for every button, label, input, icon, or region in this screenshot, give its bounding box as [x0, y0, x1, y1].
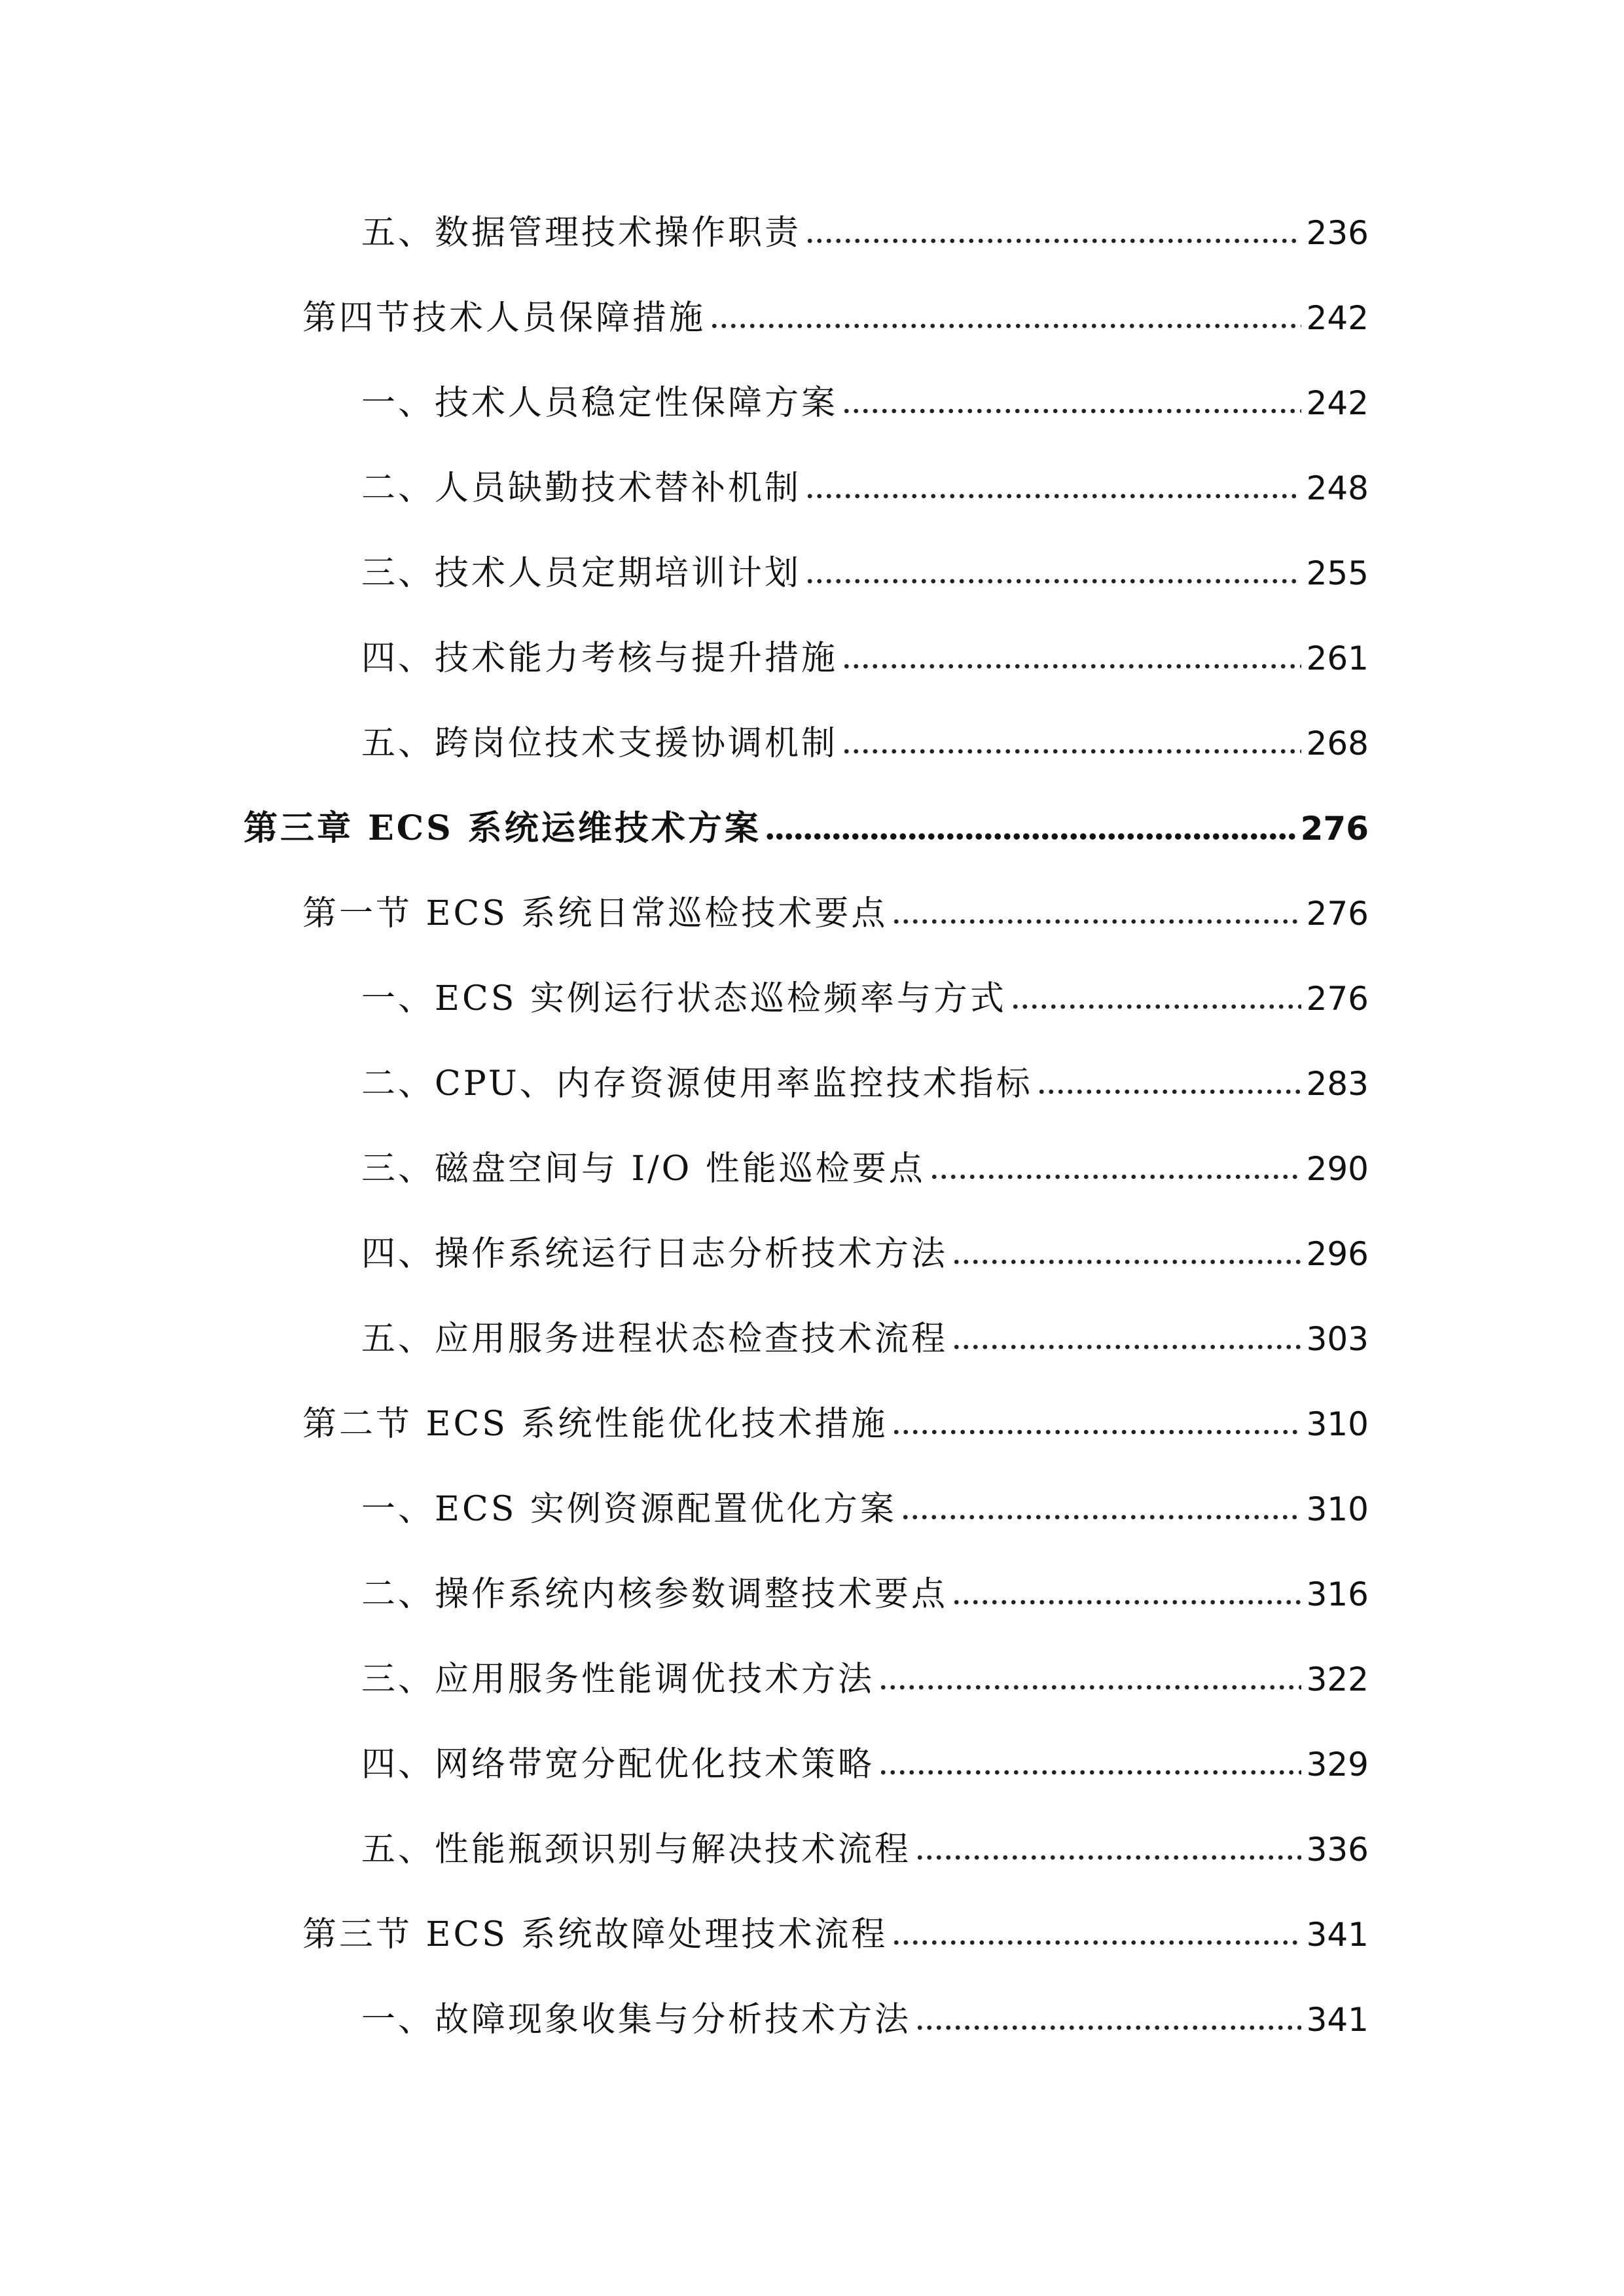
toc-dot-leader [805, 575, 1301, 588]
toc-dot-leader [952, 1340, 1301, 1354]
toc-entry-title: 五、应用服务进程状态检查技术流程 [361, 1319, 948, 1359]
toc-page-number: 276 [1306, 895, 1369, 933]
toc-entry-title: 第二节 ECS 系统性能优化技术措施 [302, 1405, 888, 1444]
toc-dot-leader [929, 1170, 1301, 1183]
toc-entry[interactable] [361, 377, 1369, 429]
toc-entry-title: 三、磁盘空间与 I/O 性能巡检要点 [361, 1149, 926, 1189]
toc-dot-leader [1037, 1085, 1301, 1098]
toc-entry-title: 一、ECS 实例资源配置优化方案 [361, 1490, 897, 1529]
toc-entry[interactable] [361, 973, 1369, 1025]
toc-entry[interactable] [361, 1483, 1369, 1535]
toc-entry-title: 第三章 ECS 系统运维技术方案 [244, 808, 761, 848]
toc-entry[interactable] [361, 462, 1369, 514]
toc-page-number: 290 [1306, 1150, 1369, 1188]
toc-page-number: 242 [1306, 299, 1369, 337]
toc-entry-title: 第三节 ECS 系统故障处理技术流程 [302, 1915, 888, 1954]
toc-page-number: 255 [1306, 554, 1369, 592]
toc-dot-leader [842, 745, 1301, 758]
toc-page-number: 303 [1306, 1320, 1369, 1358]
toc-entry[interactable] [361, 1738, 1369, 1791]
toc-page-number: 329 [1306, 1746, 1369, 1784]
toc-dot-leader [892, 915, 1301, 928]
toc-entry-title: 一、ECS 实例运行状态巡检频率与方式 [361, 979, 1007, 1018]
toc-page-number: 236 [1306, 214, 1369, 252]
toc-dot-leader [805, 490, 1301, 503]
toc-entry[interactable] [361, 632, 1369, 685]
toc-entry-title: 四、操作系统运行日志分析技术方法 [361, 1234, 948, 1274]
toc-dot-leader [952, 1255, 1301, 1268]
toc-entry[interactable] [361, 1994, 1369, 2046]
toc-entry-title: 三、应用服务性能调优技术方法 [361, 1660, 875, 1699]
toc-page-number: 268 [1306, 725, 1369, 762]
toc-entry-title: 二、操作系统内核参数调整技术要点 [361, 1575, 948, 1614]
toc-entry-title: 第四节技术人员保障措施 [302, 298, 706, 338]
toc-page-number: 296 [1306, 1235, 1369, 1273]
toc-entry[interactable] [361, 1653, 1369, 1706]
toc-page-number: 310 [1306, 1405, 1369, 1443]
toc-dot-leader [765, 830, 1295, 843]
toc-entry[interactable] [361, 1058, 1369, 1110]
toc-page-number: 276 [1306, 980, 1369, 1018]
toc-dot-leader [915, 1851, 1301, 1864]
toc-dot-leader [892, 1936, 1301, 1949]
toc-entry-title: 一、故障现象收集与分析技术方法 [361, 2000, 912, 2039]
toc-dot-leader [805, 234, 1301, 247]
toc-entry[interactable] [361, 717, 1369, 770]
toc-entry[interactable] [361, 1228, 1369, 1280]
toc-entry-title: 一、技术人员稳定性保障方案 [361, 384, 839, 423]
toc-page-number: 341 [1306, 2001, 1369, 2039]
toc-entry[interactable] [361, 1143, 1369, 1195]
toc-dot-leader [892, 1426, 1301, 1439]
toc-entry[interactable] [361, 547, 1369, 600]
toc-page-number: 242 [1306, 384, 1369, 422]
toc-entry[interactable] [244, 802, 1369, 855]
toc-dot-leader [878, 1681, 1301, 1694]
toc-entry[interactable] [302, 292, 1369, 344]
toc-dot-leader [1011, 1000, 1301, 1013]
toc-entry-title: 三、技术人员定期培训计划 [361, 554, 802, 593]
toc-entry[interactable] [361, 1313, 1369, 1365]
toc-entry[interactable] [302, 888, 1369, 940]
toc-page-number: 316 [1306, 1575, 1369, 1613]
toc-page-number: 261 [1306, 639, 1369, 677]
toc-entry[interactable] [361, 1823, 1369, 1876]
toc-dot-leader [710, 319, 1301, 332]
toc-entry-title: 五、跨岗位技术支援协调机制 [361, 724, 839, 763]
toc-dot-leader [901, 1511, 1301, 1524]
toc-entry-title: 二、CPU、内存资源使用率监控技术指标 [361, 1064, 1033, 1103]
toc-page-number: 248 [1306, 469, 1369, 507]
toc-dot-leader [952, 1596, 1301, 1609]
toc-page-number: 322 [1306, 1660, 1369, 1698]
toc-page-number: 310 [1306, 1490, 1369, 1528]
toc-dot-leader [915, 2021, 1301, 2034]
toc-entry-title: 二、人员缺勤技术替补机制 [361, 469, 802, 508]
toc-dot-leader [842, 404, 1301, 418]
toc-dot-leader [842, 660, 1301, 673]
toc-page-number: 276 [1300, 810, 1369, 848]
toc-dot-leader [878, 1766, 1301, 1779]
toc-page-number: 283 [1306, 1065, 1369, 1103]
toc-page-number: 336 [1306, 1831, 1369, 1869]
toc-entry-title: 五、性能瓶颈识别与解决技术流程 [361, 1830, 912, 1869]
toc-entry-title: 五、数据管理技术操作职责 [361, 213, 802, 253]
toc-entry[interactable] [361, 207, 1369, 259]
toc-entry-title: 四、技术能力考核与提升措施 [361, 639, 839, 678]
toc-page-number: 341 [1306, 1916, 1369, 1954]
toc-entry[interactable] [361, 1568, 1369, 1621]
toc-entry-title: 四、网络带宽分配优化技术策略 [361, 1745, 875, 1784]
toc-entry[interactable] [302, 1398, 1369, 1450]
toc-entry[interactable] [302, 1909, 1369, 1961]
toc-entry-title: 第一节 ECS 系统日常巡检技术要点 [302, 894, 888, 933]
